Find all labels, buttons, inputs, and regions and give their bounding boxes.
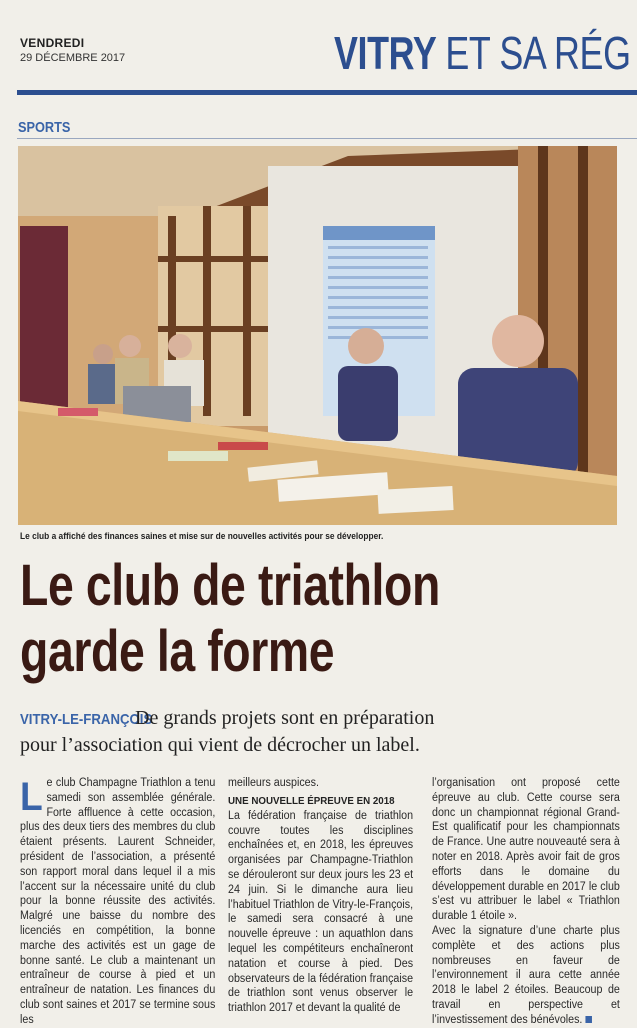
headline-line-2: garde la forme: [20, 619, 335, 684]
section-label: SPORTS: [18, 119, 71, 136]
end-mark-icon: [585, 1016, 592, 1023]
drop-cap: L: [20, 775, 43, 819]
article-paragraph: meilleurs auspices.: [228, 777, 319, 789]
article-paragraph: e club Champagne Triathlon a tenu samedi son assemblée générale. Forte affluence à cette occasion, plus des deux tiers des membres du club étaient présents. Laurent Schneider, président de l’association, a présenté son rapport moral dans lequel il a mis l’accent sur la nécessaire unité du club pour la bonne réussite des activités. Malgré une baisse du nombre des licenciés en compétition, la bonne marche des activités est un gage de bonne santé. Le club a maintenant un entraîneur de course à pied et un entraîneur de natation. Les finances du club sont saines et 2017 se termine sous les: [20, 777, 216, 1026]
photo-caption: Le club a affiché des finances saines et mise sur de nouvelles activités pour se développer.: [20, 531, 384, 542]
article-column-1: [20, 776, 215, 1028]
page-title-bold: VITRY: [334, 27, 436, 79]
article-photo: [18, 146, 617, 525]
article-subhead: UNE NOUVELLE ÉPREUVE EN 2018: [228, 794, 395, 807]
article-column-2: [228, 776, 413, 1016]
headline: [20, 553, 532, 685]
lead-place: VITRY-LE-FRANÇOIS: [20, 711, 153, 728]
lead-line-1: De grands projets sont en préparation: [135, 707, 435, 729]
headline-line-1: Le club de triathlon: [20, 553, 440, 618]
edition-date: 29 DÉCEMBRE 2017: [20, 52, 126, 64]
page-title-light: ET SA RÉG: [445, 27, 631, 79]
section-rule: [17, 138, 637, 139]
page-title: [334, 26, 631, 80]
lead-line-2: pour l’association qui vient de décrocher un label.: [20, 734, 420, 756]
article-column-3: [432, 776, 620, 1028]
article-paragraph-text: Avec la signature d’une charte plus complète et des actions plus nombreuses en faveur de l’environnement il aura cette année 2018 le label 2 étoiles. Beaucoup de travail en perspective et l’investissement des bénévoles.: [432, 924, 620, 1026]
article-paragraph-end: [432, 924, 620, 1028]
article-paragraph: La fédération française de triathlon couvre toutes les disciplines enchaînées et, en 2018, les épreuves organisées par Champagne-Triathlon se dérouleront sur deux jours les 23 et 24 juin. Si le dimanche aura lieu l’habituel Triathlon de Vitry-le-François, le samedi sera consacré à une nouvelle épreuve : un aquathlon dans lequel les compétiteurs enchaîneront natation et course à pied. Des observateurs de la fédération française de triathlon sont venus observer le triathlon 2017 et devant la qualité de: [228, 809, 414, 1015]
header-rule: [17, 90, 637, 95]
edition-day: VENDREDI: [20, 36, 85, 50]
article-paragraph: l’organisation ont proposé cette épreuve au club. Cette course sera donc un championnat régional Grand-Est qualificatif pour les championnats de France. Une autre nouveauté sera à noter en 2018. Après avoir fait de gros efforts dans le domaine du développement durable en 2017 le club s’est vu attribuer le label « Triathlon durable 1 étoile ».: [432, 777, 620, 923]
